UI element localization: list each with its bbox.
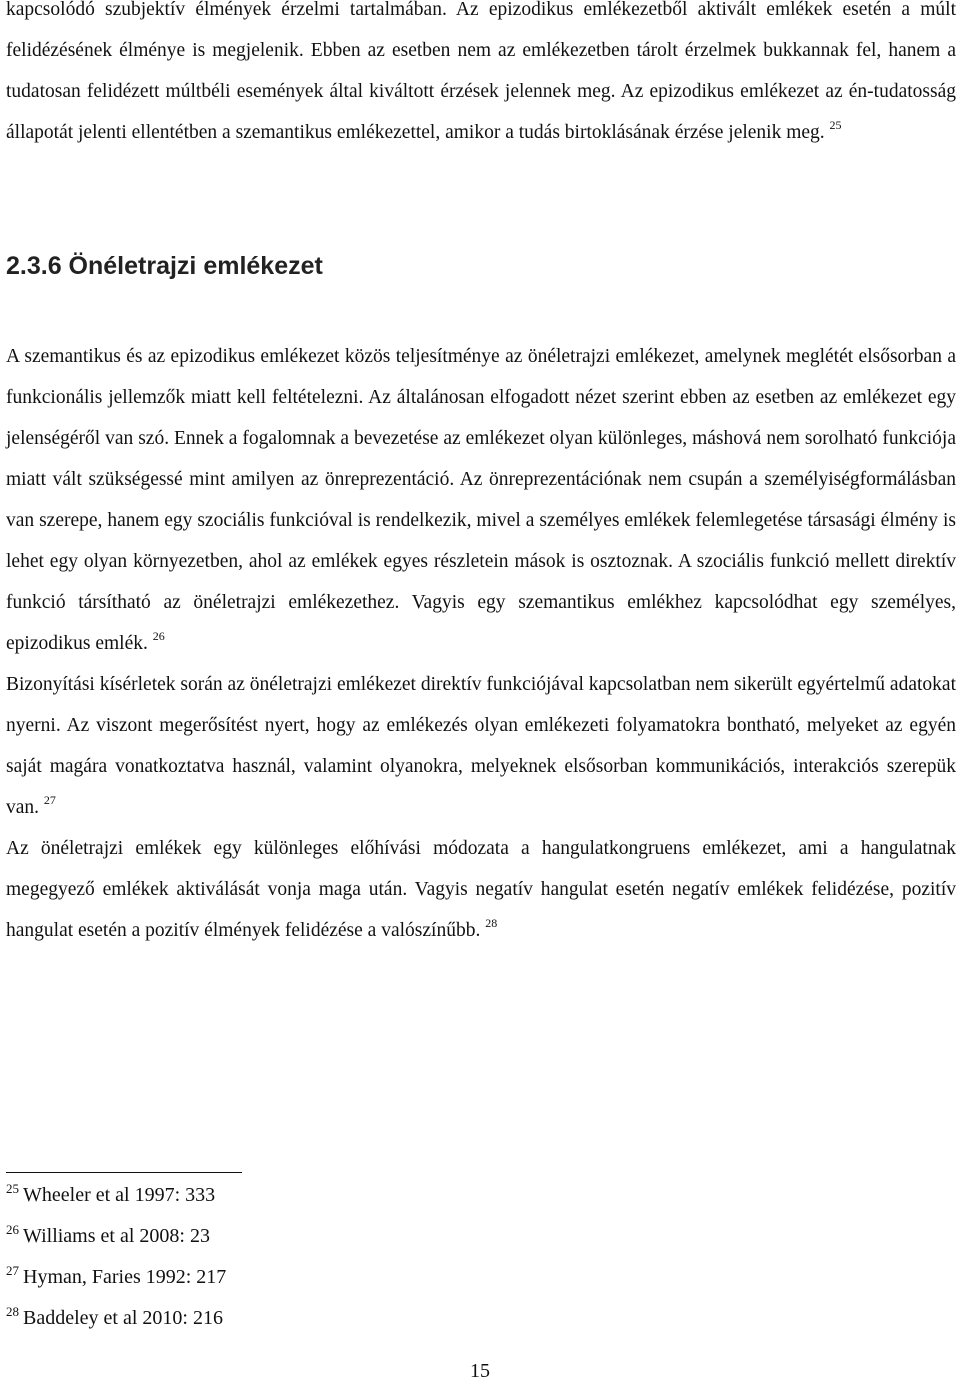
section-heading: 2.3.6 Önéletrajzi emlékezet: [6, 252, 323, 280]
intro-paragraph: [6, 0, 956, 153]
page-number: 15: [470, 1360, 490, 1382]
footnote-text: Wheeler et al 1997: 333: [23, 1184, 216, 1206]
footnote-text: Hyman, Faries 1992: 217: [23, 1266, 227, 1288]
footnote-number: 25: [6, 1181, 19, 1196]
footnote-item: [6, 1265, 226, 1289]
footnote-text: Williams et al 2008: 23: [23, 1225, 210, 1247]
footnote-number: 28: [6, 1304, 19, 1319]
footnote-item: [6, 1224, 210, 1248]
footnote-ref-27[interactable]: 27: [43, 793, 56, 807]
footnote-item: [6, 1306, 223, 1330]
footnote-divider: [6, 1172, 242, 1173]
footnote-ref-28[interactable]: 28: [485, 916, 498, 930]
footnote-ref-25[interactable]: 25: [829, 118, 842, 132]
body-text-part3: Az önéletrajzi emlékek egy különleges előhívási módozata a hangulatkongruens emlékezet, ami a hangulatnak megegyező emlékek aktiválását vonja maga után. Vagyis negatív hangulat esetén negatív emlékek felidézése, pozitív hangulat esetén a pozitív élmények felidézése a valószínűbb.: [6, 838, 956, 941]
intro-paragraph-text: kapcsolódó szubjektív élmények érzelmi tartalmában. Az epizodikus emlékezetből aktivált emlékek esetén a múlt felidézésének élménye is megjelenik. Ebben az esetben nem az emlékezetben tárolt érzelmek bukkannak fel, hanem a tudatosan felidézett múltbéli események által kiváltott érzések jelennek meg. Az epizodikus emlékezet az én-tudatosság állapotát jelenti ellentétben a szemantikus emlékezettel, amikor a tudás birtoklásának érzése jelenik meg.: [6, 0, 956, 143]
footnote-item: [6, 1183, 215, 1207]
body-text-part1: A szemantikus és az epizodikus emlékezet közös teljesítménye az önéletrajzi emlékezet, amelynek meglétét elsősorban a funkcionális jellemzők miatt kell feltételezni. Az általánosan elfogadott nézet szerint ebben az esetben az emlékezet egy jelenségéről van szó. Ennek a fogalomnak a bevezetése az emlékezet olyan különleges, máshová nem sorolható funkciója miatt vált szükségessé mint amilyen az önreprezentáció. Az önreprezentációnak nem csupán a személyiségformálásban van szerepe, hanem egy szociális funkcióval is rendelkezik, mivel a személyes emlékek felemlegetése társasági élmény is lehet egy olyan környezetben, ahol az emlékek egyes részletein mások is osztoznak. A szociális funkció mellett direktív funkció társítható az önéletrajzi emlékezethez. Vagyis egy szemantikus emlékhez kapcsolódhat egy személyes, epizodikus emlék.: [6, 346, 956, 654]
body-paragraph: [6, 336, 956, 951]
footnote-number: 27: [6, 1263, 19, 1278]
body-text-part2: Bizonyítási kísérletek során az önéletrajzi emlékezet direktív funkciójával kapcsolatban nem sikerült egyértelmű adatokat nyerni. Az viszont megerősítést nyert, hogy az emlékezés olyan emlékezeti folyamatokra bontható, melyeket az egyén saját magára vonatkoztatva használ, valamint olyanokra, melyeknek elsősorban kommunikációs, interakciós szerepük van.: [6, 674, 956, 818]
footnote-number: 26: [6, 1222, 19, 1237]
footnote-text: Baddeley et al 2010: 216: [23, 1307, 223, 1329]
footnote-ref-26[interactable]: 26: [152, 629, 165, 643]
